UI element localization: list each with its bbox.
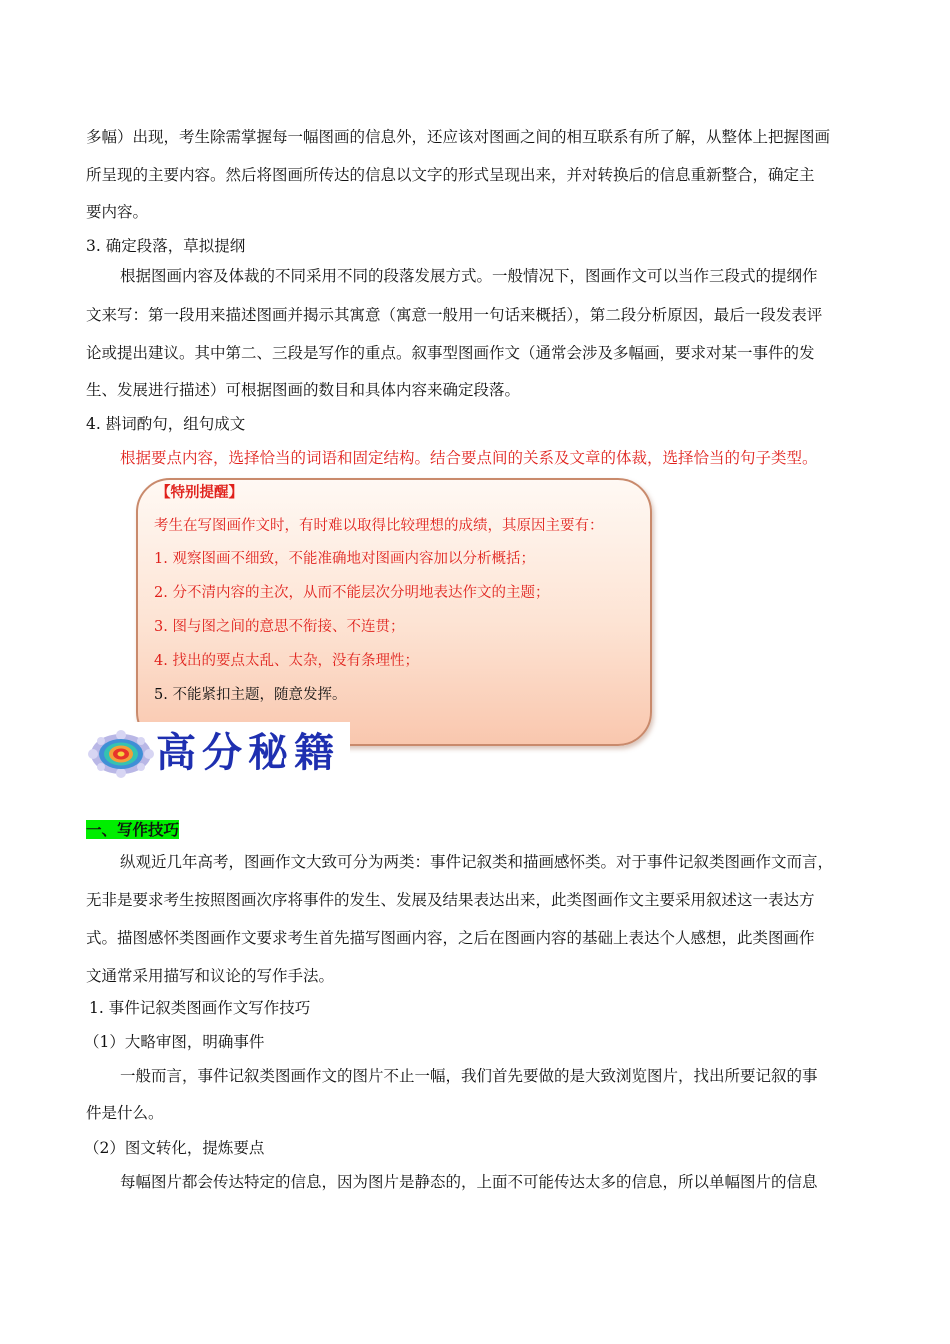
tip-title: 【特别提醒】 xyxy=(156,484,243,501)
para1-line3: 要内容。 xyxy=(86,203,149,221)
tip-intro: 考生在写图画作文时，有时难以取得比较理想的成绩，其原因主要有： xyxy=(154,518,604,534)
subheading-1: 1. 事件记叙类图画作文写作技巧 xyxy=(89,999,311,1017)
para5-line1: 每幅图片都会传达特定的信息，因为图片是静态的，上面不可能传达太多的信息，所以单幅图片的信息 xyxy=(120,1173,818,1191)
tip-item: 2. 分不清内容的主次，从而不能层次分明地表达作文的主题； xyxy=(154,585,550,601)
para1-line1: 多幅）出现，考生除需掌握每一幅图画的信息外，还应该对图画之间的相互联系有所了解，从整体上把握图画 xyxy=(86,128,831,146)
para3-line4: 文通常采用描写和议论的写作手法。 xyxy=(86,967,335,985)
subheading-1-1: （1）大略审图，明确事件 xyxy=(84,1033,265,1051)
tip-item: 4. 找出的要点太乱、太杂，没有条理性； xyxy=(154,653,419,669)
para4-line2: 件是什么。 xyxy=(86,1104,164,1122)
banner-title: 高分秘籍 xyxy=(156,730,340,776)
para4-line1: 一般而言，事件记叙类图画作文的图片不止一幅，我们首先要做的是大致浏览图片，找出所要记叙的事 xyxy=(120,1067,818,1085)
tip-item: 5. 不能紧扣主题，随意发挥。 xyxy=(154,687,347,703)
para3-line3: 式。描图感怀类图画作文要求考生首先描写图画内容，之后在图画内容的基础上表达个人感想，此类图画作 xyxy=(86,929,815,947)
special-reminder-box xyxy=(136,478,652,746)
subheading-1-2: （2）图文转化，提炼要点 xyxy=(84,1139,265,1157)
step3-title: 3. 确定段落，草拟提纲 xyxy=(86,237,246,255)
step4-title: 4. 斟词酌句，组句成文 xyxy=(86,415,246,433)
para2-line4: 生、发展进行描述）可根据图画的数目和具体内容来确定段落。 xyxy=(86,381,521,399)
gaofen-miji-banner xyxy=(88,722,350,784)
para2-line2: 文来写：第一段用来描述图画并揭示其寓意（寓意一般用一句话来概括），第二段分析原因，最后一段发表评 xyxy=(86,306,823,324)
tip-item: 3. 图与图之间的意思不衔接、不连贯； xyxy=(154,619,405,635)
red-instruction: 根据要点内容，选择恰当的词语和固定结构。结合要点间的关系及文章的体裁，选择恰当的句子类型。 xyxy=(120,449,818,467)
para3-line1: 纵观近几年高考，图画作文大致可分为两类：事件记叙类和描画感怀类。对于事件记叙类图画作文而言， xyxy=(120,853,834,871)
para1-line2: 所呈现的主要内容。然后将图画所传达的信息以文字的形式呈现出来，并对转换后的信息重新整合，确定主 xyxy=(86,166,815,184)
section-heading-writing-skills xyxy=(86,820,179,840)
tip-item: 1. 观察图画不细致，不能准确地对图画内容加以分析概括； xyxy=(154,551,535,567)
para2-line3: 论或提出建议。其中第二、三段是写作的重点。叙事型图画作文（通常会涉及多幅画，要求对某一事件的发 xyxy=(86,344,815,362)
para3-line2: 无非是要求考生按照图画次序将事件的发生、发展及结果表达出来，此类图画作文主要采用叙述这一表达方 xyxy=(86,891,815,909)
para2-line1: 根据图画内容及体裁的不同采用不同的段落发展方式。一般情况下，图画作文可以当作三段式的提纲作 xyxy=(120,267,818,285)
section-heading-text: 一、写作技巧 xyxy=(86,820,180,839)
